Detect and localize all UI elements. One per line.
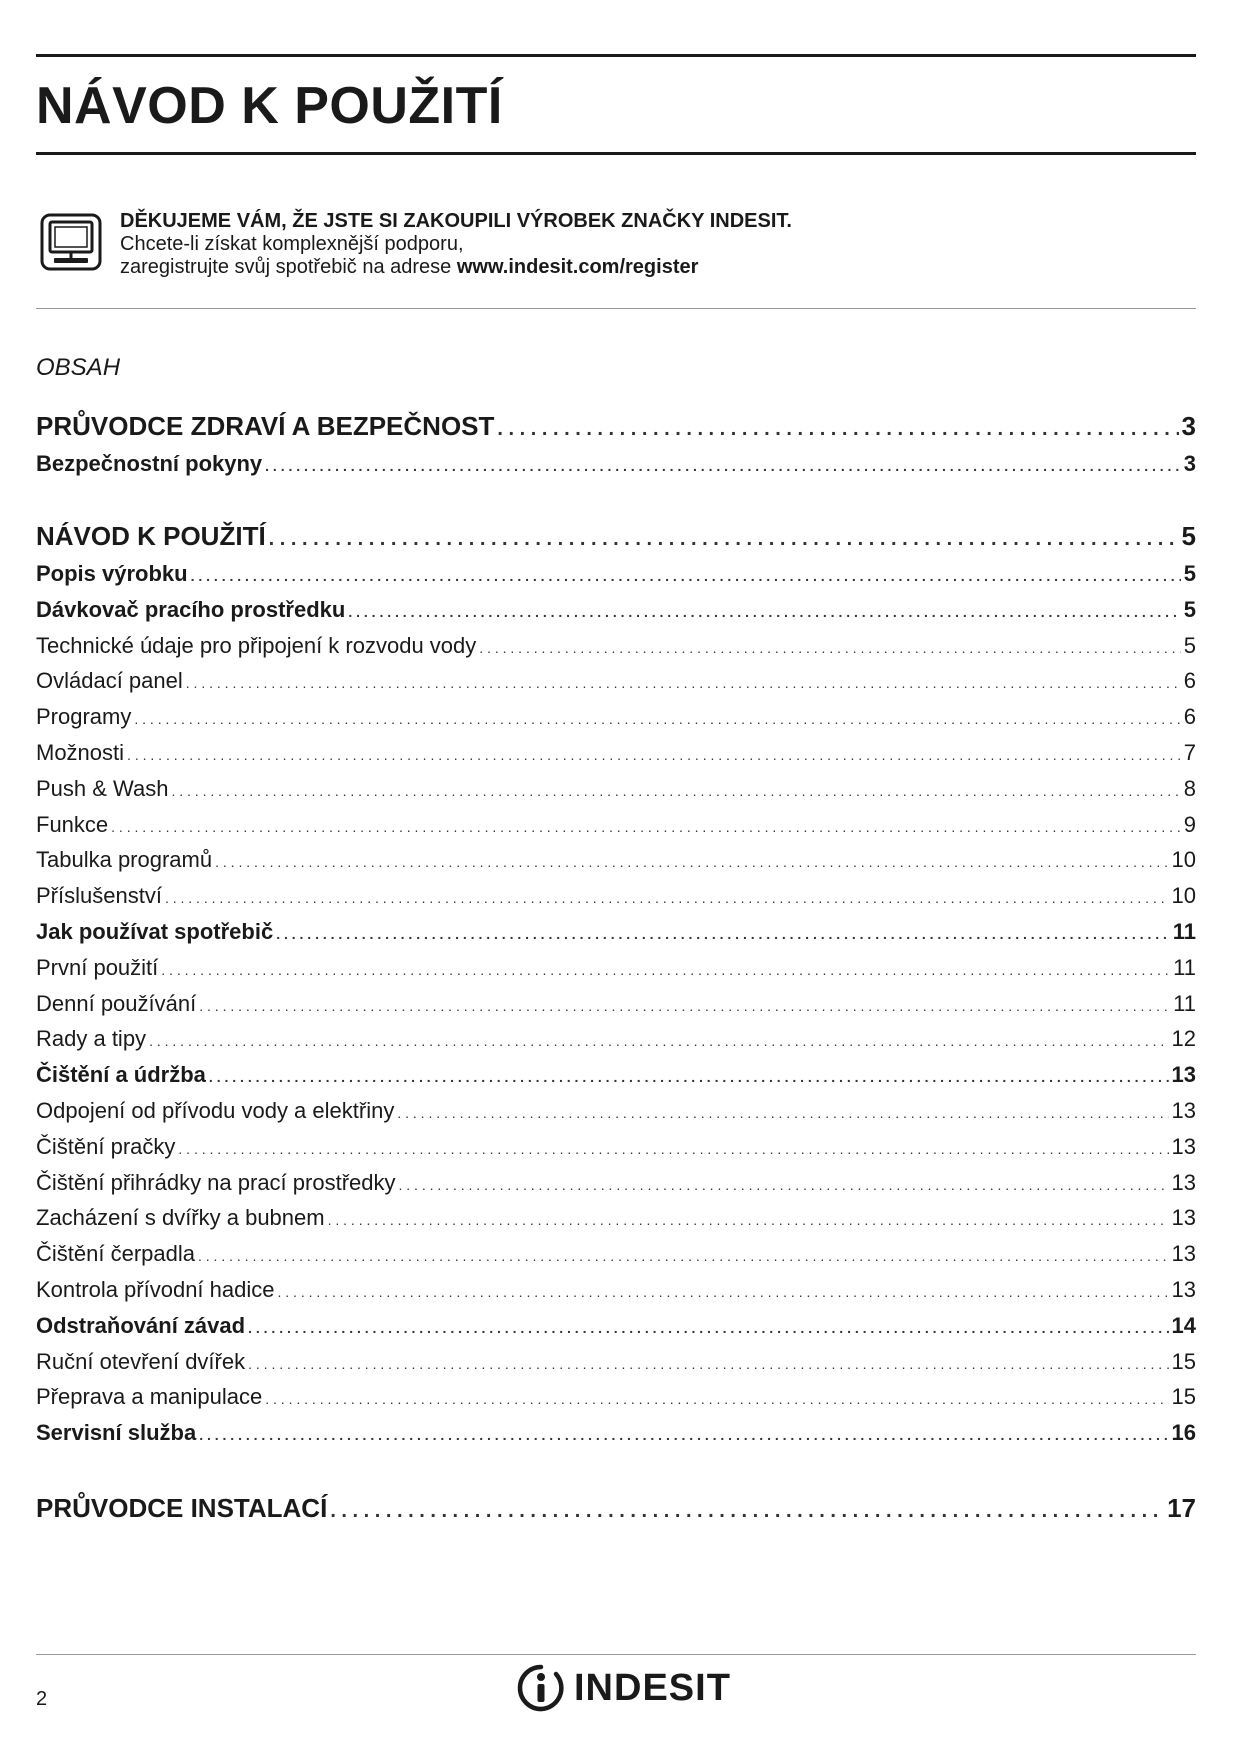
top-rule: [36, 54, 1196, 57]
toc-group-safety: [36, 406, 1196, 482]
toc-row[interactable]: Zacházení s dvířky a bubnem . . . 13: [36, 1200, 1196, 1236]
registration-text: [120, 210, 792, 279]
dot-leader: [397, 1093, 1168, 1132]
toc-row[interactable]: Odpojení od přívodu vody a elektřiny . . . 13: [36, 1093, 1196, 1129]
dot-leader: [178, 1129, 1168, 1168]
dot-leader: [330, 1488, 1164, 1531]
toc-row[interactable]: Tabulka programů . . . 10: [36, 842, 1196, 878]
dot-leader: [497, 406, 1178, 449]
toc-heading: OBSAH: [36, 354, 121, 381]
dot-leader: [134, 699, 1180, 738]
toc-section-row[interactable]: PRŮVODCE ZDRAVÍ A BEZPEČNOST . . . 3: [36, 406, 1196, 446]
page-number: 2: [36, 1688, 48, 1710]
register-line: zaregistrujte svůj spotřebič na adrese www.indesit.com/register: [120, 256, 699, 278]
toc-row[interactable]: Funkce . . . 9: [36, 807, 1196, 843]
dot-leader: [161, 950, 1170, 989]
dot-leader: [186, 663, 1181, 702]
toc-row[interactable]: Dávkovač pracího prostředku . . . 5: [36, 592, 1196, 628]
toc-row[interactable]: Denní používání . . . 11: [36, 986, 1196, 1022]
dot-leader: [199, 1415, 1168, 1454]
toc-row[interactable]: První použití . . . 11: [36, 950, 1196, 986]
toc-row[interactable]: Příslušenství . . . 10: [36, 878, 1196, 914]
dot-leader: [171, 771, 1180, 810]
toc-row[interactable]: Přeprava a manipulace . . . 15: [36, 1379, 1196, 1415]
page-title: NÁVOD K POUŽITÍ: [36, 77, 503, 135]
dot-leader: [265, 446, 1181, 485]
toc-row[interactable]: Čištění přihrádky na prací prostředky . . . 13: [36, 1165, 1196, 1201]
dot-leader: [265, 1379, 1168, 1418]
monitor-icon: [40, 213, 102, 271]
dot-leader: [149, 1021, 1168, 1060]
support-line: Chcete-li získat komplexnější podporu,: [120, 233, 464, 255]
thanks-line: DĚKUJEME VÁM, ŽE JSTE SI ZAKOUPILI VÝROBEK ZNAČKY INDESIT.: [120, 210, 792, 232]
dot-leader: [479, 628, 1180, 667]
toc-group-installation: [36, 1488, 1196, 1528]
toc-row[interactable]: Programy . . . 6: [36, 699, 1196, 735]
dot-leader: [111, 807, 1181, 846]
title-underline: [36, 152, 1196, 155]
toc-group-usage: [36, 516, 1196, 1451]
brand-logo: [516, 1663, 731, 1713]
toc-row[interactable]: Push & Wash . . . 8: [36, 771, 1196, 807]
toc-row[interactable]: Ovládací panel . . . 6: [36, 663, 1196, 699]
toc-row[interactable]: Čištění a údržba . . . 13: [36, 1057, 1196, 1093]
toc-row[interactable]: Odstraňování závad . . . 14: [36, 1308, 1196, 1344]
registration-divider: [36, 308, 1196, 309]
brand-name: INDESIT: [574, 1666, 731, 1709]
dot-leader: [328, 1200, 1169, 1239]
dot-leader: [269, 516, 1179, 559]
dot-leader: [348, 592, 1180, 631]
toc-section-row[interactable]: NÁVOD K POUŽITÍ . . . 5: [36, 516, 1196, 556]
dot-leader: [248, 1344, 1168, 1383]
dot-leader: [165, 878, 1169, 917]
dot-leader: [215, 842, 1168, 881]
toc-section-row[interactable]: PRŮVODCE INSTALACÍ . . . 17: [36, 1488, 1196, 1528]
footer-divider: [36, 1654, 1196, 1655]
register-url-link[interactable]: www.indesit.com/register: [456, 256, 699, 278]
toc-row[interactable]: Popis výrobku . . . 5: [36, 556, 1196, 592]
dot-leader: [248, 1308, 1168, 1347]
toc-row[interactable]: Bezpečnostní pokyny . . . 3: [36, 446, 1196, 482]
dot-leader: [276, 914, 1170, 953]
toc-row[interactable]: Servisní služba . . . 16: [36, 1415, 1196, 1451]
toc-row[interactable]: Jak používat spotřebič . . . 11: [36, 914, 1196, 950]
toc-row[interactable]: Čištění pračky . . . 13: [36, 1129, 1196, 1165]
dot-leader: [278, 1272, 1169, 1311]
dot-leader: [399, 1165, 1169, 1204]
toc-row[interactable]: Technické údaje pro připojení k rozvodu vody . . . 5: [36, 628, 1196, 664]
dot-leader: [191, 556, 1181, 595]
dot-leader: [198, 1236, 1169, 1275]
indesit-logo-icon: [516, 1663, 566, 1713]
toc-row[interactable]: Možnosti . . . 7: [36, 735, 1196, 771]
toc-row[interactable]: Rady a tipy . . . 12: [36, 1021, 1196, 1057]
toc-row[interactable]: Čištění čerpadla . . . 13: [36, 1236, 1196, 1272]
toc-row[interactable]: Ruční otevření dvířek . . . 15: [36, 1344, 1196, 1380]
toc-row[interactable]: Kontrola přívodní hadice . . . 13: [36, 1272, 1196, 1308]
dot-leader: [209, 1057, 1169, 1096]
dot-leader: [199, 986, 1170, 1025]
dot-leader: [127, 735, 1181, 774]
